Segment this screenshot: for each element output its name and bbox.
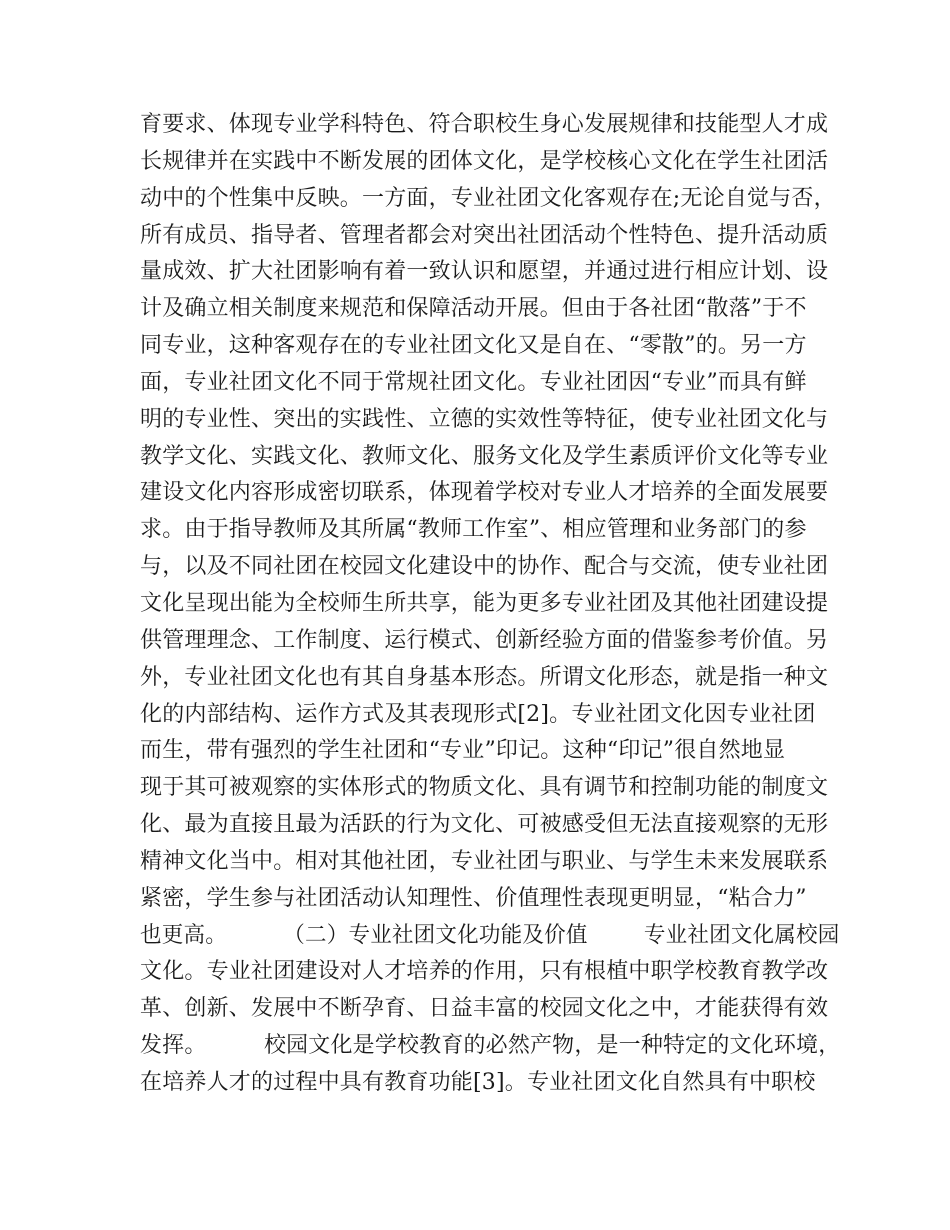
text-line: 与，以及不同社团在校园文化建设中的协作、配合与交流，使专业社团 <box>140 554 829 580</box>
text-line: 紧密，学生参与社团活动认知理性、价值理性表现更明显，“粘合力” <box>140 885 807 911</box>
body-text <box>140 107 840 1102</box>
text-line: 明的专业性、突出的实践性、立德的实效性等特征，使专业社团文化与 <box>140 406 829 432</box>
text-line: 文化呈现出能为全校师生所共享，能为更多专业社团及其他社团建设提 <box>140 590 829 616</box>
text-line: 求。由于指导教师及其所属“教师工作室”、相应管理和业务部门的参 <box>140 517 807 543</box>
text-line: 外，专业社团文化也有其自身基本形态。所谓文化形态，就是指一种文 <box>140 664 829 690</box>
text-line: 量成效、扩大社团影响有着一致认识和愿望，并通过进行相应计划、设 <box>140 259 829 285</box>
text-line: 面，专业社团文化不同于常规社团文化。专业社团因“专业”而具有鲜 <box>140 369 807 395</box>
text-line: 精神文化当中。相对其他社团，专业社团与职业、与学生未来发展联系 <box>140 848 829 874</box>
text-line: 而生，带有强烈的学生社团和“专业”印记。这种“印记”很自然地显 <box>140 738 786 764</box>
text-line: 发挥。 校园文化是学校教育的必然产物，是一种特定的文化环境， <box>140 1033 841 1059</box>
text-line: 现于其可被观察的实体形式的物质文化、具有调节和控制功能的制度文 <box>140 775 829 801</box>
text-line: 也更高。 （二）专业社团文化功能及价值 专业社团文化属校园 <box>140 922 840 948</box>
text-line: 计及确立相关制度来规范和保障活动开展。但由于各社团“散落”于不 <box>140 296 807 322</box>
text-line: 在培养人才的过程中具有教育功能[3]。专业社团文化自然具有中职校 <box>140 1069 816 1095</box>
text-line: 所有成员、指导者、管理者都会对突出社团活动个性特色、提升活动质 <box>140 222 829 248</box>
text-line: 动中的个性集中反映。一方面，专业社团文化客观存在;无论自觉与否， <box>140 185 836 211</box>
text-line: 长规律并在实践中不断发展的团体文化，是学校核心文化在学生社团活 <box>140 148 829 174</box>
text-line: 革、创新、发展中不断孕育、日益丰富的校园文化之中，才能获得有效 <box>140 996 829 1022</box>
text-line: 化、最为直接且最为活跃的行为文化、可被感受但无法直接观察的无形 <box>140 812 829 838</box>
text-line: 教学文化、实践文化、教师文化、服务文化及学生素质评价文化等专业 <box>140 443 829 469</box>
text-line: 文化。专业社团建设对人才培养的作用，只有根植中职学校教育教学改 <box>140 959 829 985</box>
text-line: 育要求、体现专业学科特色、符合职校生身心发展规律和技能型人才成 <box>140 112 829 137</box>
text-line: 建设文化内容形成密切联系，体现着学校对专业人才培养的全面发展要 <box>140 480 829 506</box>
text-line: 同专业，这种客观存在的专业社团文化又是自在、“零散”的。另一方 <box>140 333 807 359</box>
text-line: 供管理理念、工作制度、运行模式、创新经验方面的借鉴参考价值。另 <box>140 627 829 653</box>
text-line: 化的内部结构、运作方式及其表现形式[2]。专业社团文化因专业社团 <box>140 701 816 727</box>
